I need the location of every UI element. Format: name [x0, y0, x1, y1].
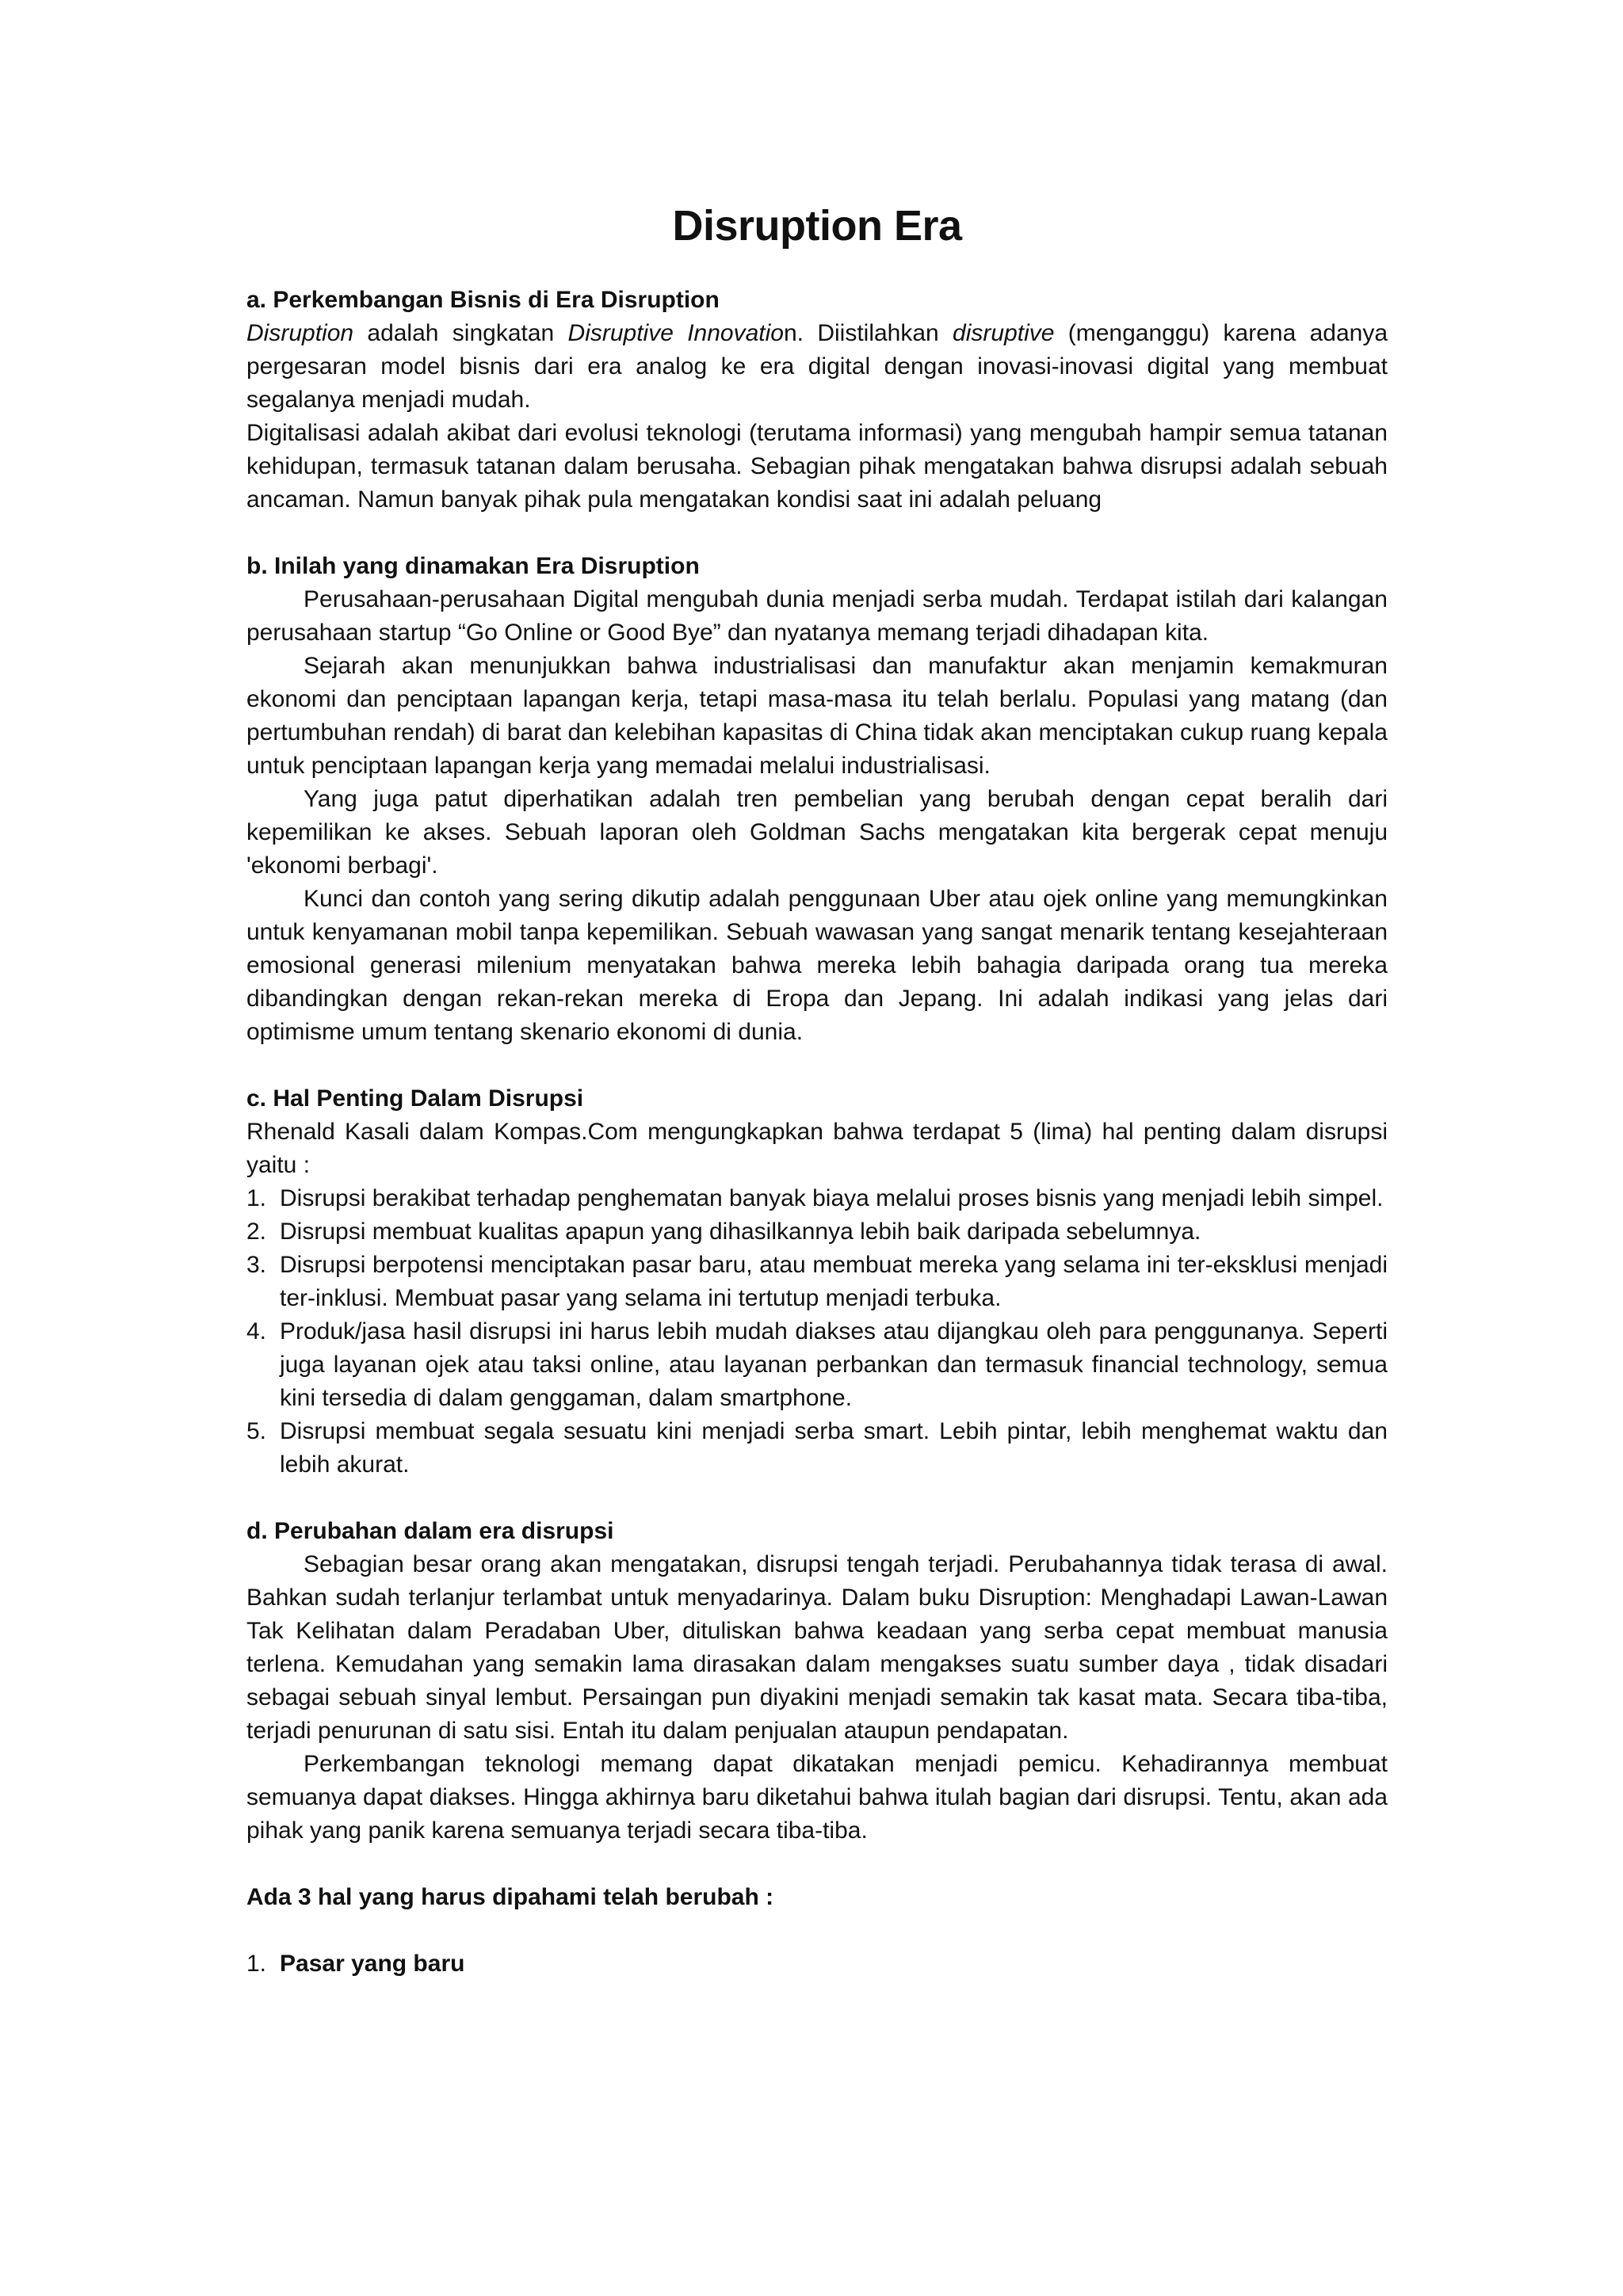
list-item: [246, 1315, 1388, 1415]
document-body: [246, 198, 1388, 1981]
list-item: [246, 1415, 1388, 1482]
text-span: (menganggu) karena adanya pergesaran model bisnis dari era analog ke era digital dengan inovasi-inovasi digital yang membuat segalanya menjadi mudah.: [246, 320, 1388, 413]
section-b-paragraph: Sejarah akan menunjukkan bahwa industrialisasi dan manufaktur akan menjamin kemakmuran ekonomi dan penciptaan lapangan kerja, tetapi masa-masa itu telah berlalu. Populasi yang matang (dan pertumbuhan rendah) di barat dan kelebihan kapasitas di China tidak akan menciptakan cukup ruang kepala untuk penciptaan lapangan kerja yang memadai melalui industrialisasi.: [246, 653, 1388, 779]
section-d-paragraph: Sebagian besar orang akan mengatakan, disrupsi tengah terjadi. Perubahannya tidak terasa di awal. Bahkan sudah terlanjur terlambat untuk menyadarinya. Dalam buku Disruption: Menghadapi Lawan-Lawan Tak Kelihatan dalam Peradaban Uber, dituliskan bahwa keadaan yang serba cepat membuat manusia terlena. Kemudahan yang semakin lama dirasakan dalam mengakses suatu sumber daya , tidak disadari sebagai sebuah sinyal lembut. Persaingan pun diyakini menjadi semakin tak kasat mata. Secara tiba-tiba, terjadi penurunan di satu sisi. Entah itu dalam penjualan ataupun pendapatan.: [246, 1551, 1388, 1744]
spacer: [246, 1914, 1388, 1947]
changes-heading: Ada 3 hal yang harus dipahami telah berubah :: [246, 1884, 774, 1910]
section-c-heading: c. Hal Penting Dalam Disrupsi: [246, 1085, 584, 1112]
list-item: [246, 1182, 1388, 1215]
list-text: Pasar yang baru: [280, 1951, 465, 1977]
list-number: 4.: [246, 1318, 267, 1344]
text-span: adalah singkatan: [353, 320, 568, 346]
list-text: Disrupsi berpotensi menciptakan pasar baru, atau membuat mereka yang selama ini ter-eksklusi menjadi ter-inklusi. Membuat pasar yang selama ini tertutup menjadi terbuka.: [280, 1252, 1388, 1311]
section-b-heading: b. Inilah yang dinamakan Era Disruption: [246, 553, 700, 579]
list-item: [246, 1249, 1388, 1315]
section-b-paragraph: Kunci dan contoh yang sering dikutip adalah penggunaan Uber atau ojek online yang memungkinkan untuk kenyamanan mobil tanpa kepemilikan. Sebuah wawasan yang sangat menarik tentang kesejahteraan emosional generasi milenium menyatakan bahwa mereka lebih bahagia daripada orang tua mereka dibandingkan dengan rekan-rekan mereka di Eropa dan Jepang. Ini adalah indikasi yang jelas dari optimisme umum tentang skenario ekonomi di dunia.: [246, 886, 1388, 1045]
section-d-heading: d. Perubahan dalam era disrupsi: [246, 1518, 614, 1544]
section-d-paragraph: Perkembangan teknologi memang dapat dikatakan menjadi pemicu. Kehadirannya membuat semuanya dapat diakses. Hingga akhirnya baru diketahui bahwa itulah bagian dari disrupsi. Tentu, akan ada pihak yang panik karena semuanya terjadi secara tiba-tiba.: [246, 1751, 1388, 1844]
text-span: n. Diistilahkan: [783, 320, 953, 346]
list-number: 3.: [246, 1252, 267, 1278]
section-a-paragraph-1: [246, 317, 1388, 417]
list-text: Disrupsi membuat kualitas apapun yang dihasilkannya lebih baik daripada sebelumnya.: [280, 1219, 1201, 1245]
section-a-heading: a. Perkembangan Bisnis di Era Disruption: [246, 287, 720, 313]
list-number: 1.: [246, 1185, 267, 1211]
list-text: Disrupsi membuat segala sesuatu kini menjadi serba smart. Lebih pintar, lebih menghemat waktu dan lebih akurat.: [280, 1418, 1388, 1478]
section-b-paragraph: Perusahaan-perusahaan Digital mengubah dunia menjadi serba mudah. Terdapat istilah dari kalangan perusahaan startup “Go Online or Good Bye” dan nyatanya memang terjadi dihadapan kita.: [246, 586, 1388, 646]
section-a-paragraph-2: Digitalisasi adalah akibat dari evolusi teknologi (terutama informasi) yang mengubah hampir semua tatanan kehidupan, termasuk tatanan dalam berusaha. Sebagian pihak mengatakan bahwa disrupsi adalah sebuah ancaman. Namun banyak pihak pula mengatakan kondisi saat ini adalah peluang: [246, 420, 1388, 513]
list-item: [246, 1947, 1388, 1981]
page-title: Disruption Era: [672, 202, 962, 250]
spacer: [246, 1049, 1388, 1082]
list-item: [246, 1215, 1388, 1249]
spacer: [246, 1482, 1388, 1515]
spacer: [246, 1848, 1388, 1881]
list-text: Disrupsi berakibat terhadap penghematan banyak biaya melalui proses bisnis yang menjadi lebih simpel.: [280, 1185, 1384, 1211]
spacer: [246, 517, 1388, 550]
term-disruption: Disruption: [246, 320, 354, 346]
term-disruptive-innovation: Disruptive Innovatio: [567, 320, 784, 346]
term-disruptive: disruptive: [953, 320, 1055, 346]
list-number: 1.: [246, 1951, 267, 1977]
section-c-intro: Rhenald Kasali dalam Kompas.Com mengungkapkan bahwa terdapat 5 (lima) hal penting dalam disrupsi yaitu :: [246, 1119, 1388, 1178]
list-number: 2.: [246, 1219, 267, 1245]
section-b-paragraph: Yang juga patut diperhatikan adalah tren pembelian yang berubah dengan cepat beralih dari kepemilikan ke akses. Sebuah laporan oleh Goldman Sachs mengatakan kita bergerak cepat menuju 'ekonomi berbagi'.: [246, 786, 1388, 879]
list-number: 5.: [246, 1418, 267, 1444]
list-text: Produk/jasa hasil disrupsi ini harus lebih mudah diakses atau dijangkau oleh para penggunanya. Seperti juga layanan ojek atau taksi online, atau layanan perbankan dan termasuk financial technology, semua kini tersedia di dalam genggaman, dalam smartphone.: [280, 1318, 1388, 1411]
